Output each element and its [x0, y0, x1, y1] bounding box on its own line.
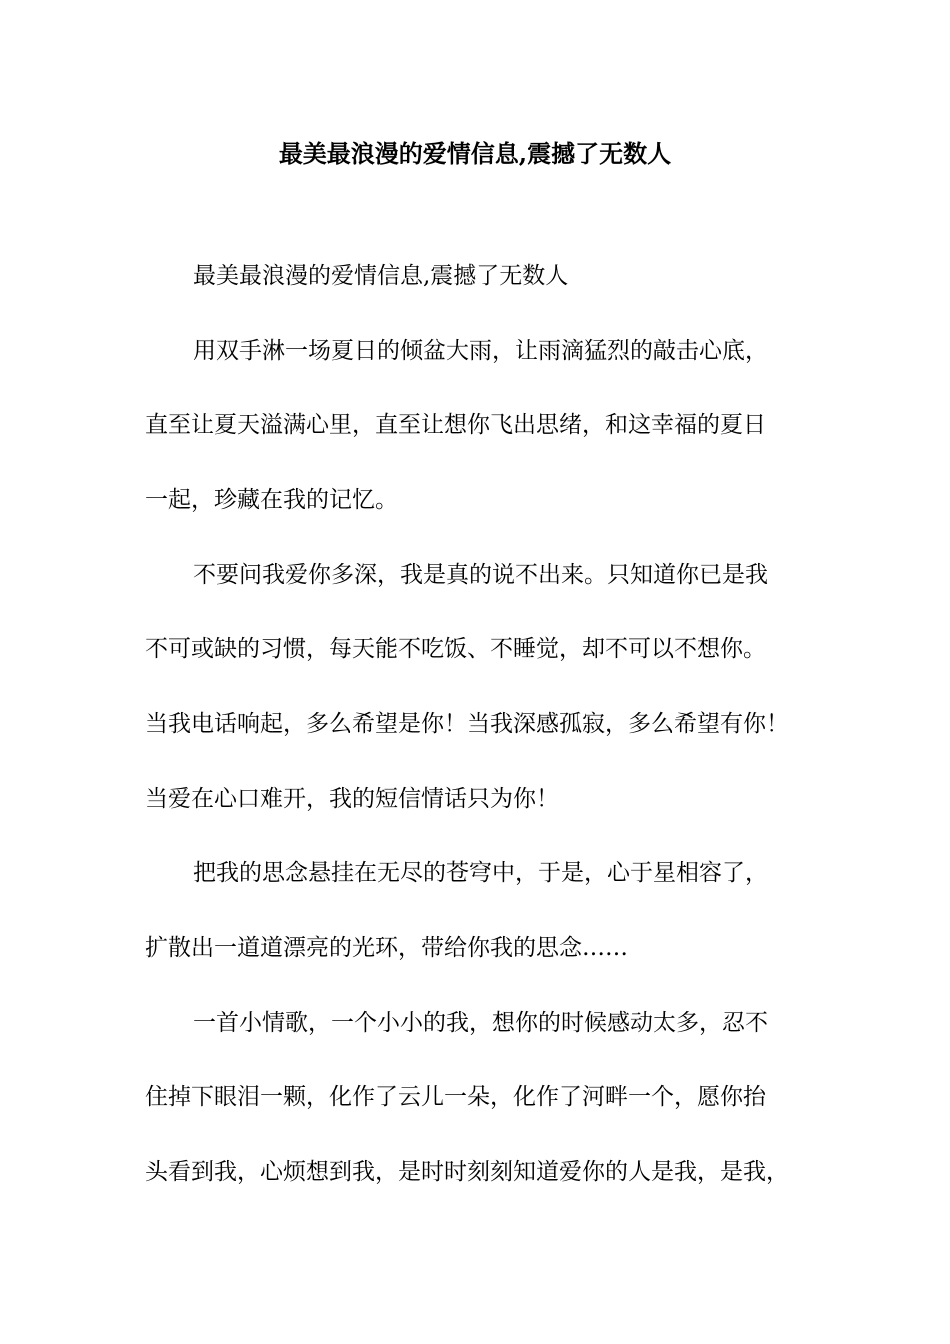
- paragraph-line: 不要问我爱你多深，我是真的说不出来。只知道你已是我: [193, 562, 768, 588]
- paragraph-line: 用双手淋一场夏日的倾盆大雨，让雨滴猛烈的敲击心底，: [193, 338, 768, 364]
- paragraph-line: 当我电话响起，多么希望是你！当我深感孤寂，多么希望有你！: [145, 711, 789, 737]
- paragraph-line: 一首小情歌，一个小小的我，想你的时候感动太多，忍不: [193, 1010, 768, 1036]
- paragraph-line: 当爱在心口难开，我的短信情话只为你！: [145, 786, 559, 812]
- paragraph-line: 不可或缺的习惯，每天能不吃饭、不睡觉，却不可以不想你。: [145, 636, 766, 662]
- paragraph-line: 扩散出一道道漂亮的光环，带给你我的思念……: [145, 935, 628, 961]
- paragraph-line: 直至让夏天溢满心里，直至让想你飞出思绪，和这幸福的夏日: [145, 412, 766, 438]
- paragraph-line: 一起，珍藏在我的记忆。: [145, 487, 398, 513]
- paragraph-line: 最美最浪漫的爱情信息,震撼了无数人: [193, 263, 569, 289]
- paragraph-line: 头看到我，心烦想到我，是时时刻刻知道爱你的人是我，是我，: [145, 1159, 789, 1185]
- document-title: 最美最浪漫的爱情信息,震撼了无数人: [278, 139, 672, 168]
- paragraph-line: 把我的思念悬挂在无尽的苍穹中，于是，心于星相容了，: [193, 860, 768, 886]
- paragraph-line: 住掉下眼泪一颗，化作了云儿一朵，化作了河畔一个，愿你抬: [145, 1084, 766, 1110]
